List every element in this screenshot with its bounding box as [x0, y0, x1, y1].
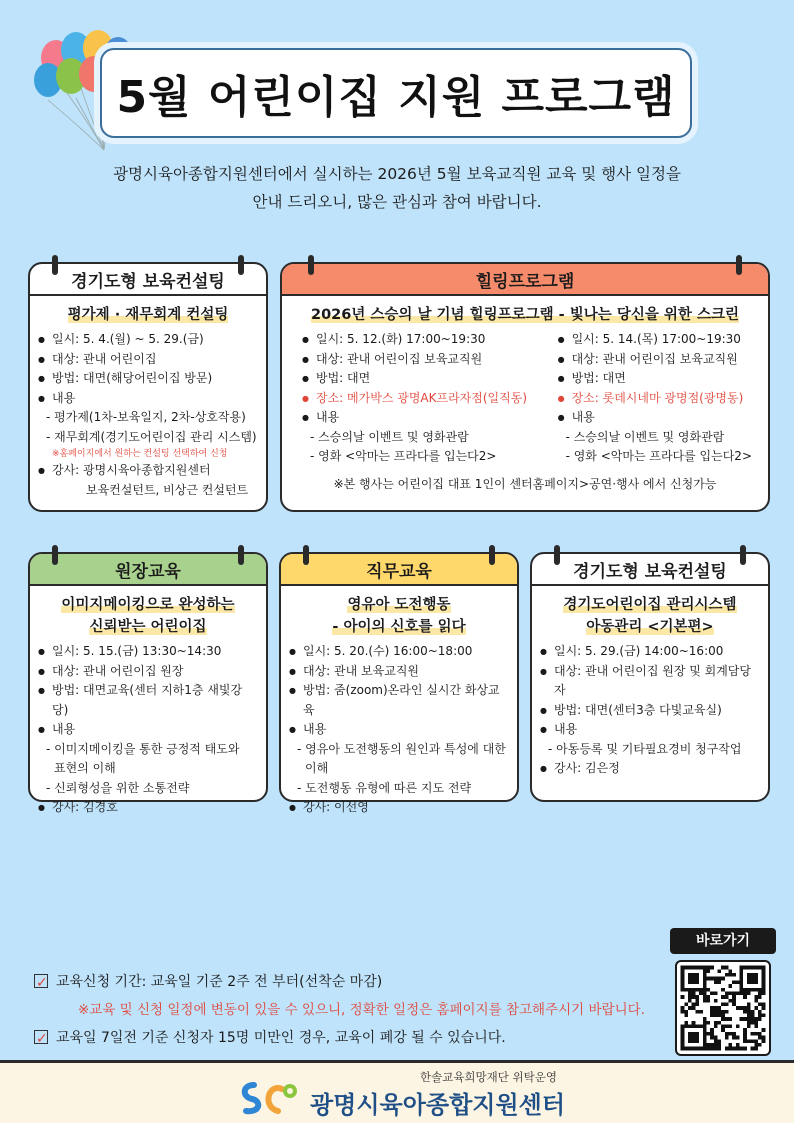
qr-code-icon[interactable] — [675, 960, 771, 1056]
list-item: ● 내용 — [302, 408, 527, 428]
list-item: ● 방법: 줌(zoom)온라인 실시간 화상교육 — [289, 681, 509, 720]
list-item: ● 내용 — [38, 720, 258, 740]
list-item: - 도전행동 유형에 따른 지도 전략 — [297, 780, 472, 795]
list-item: ● 일시: 5. 20.(수) 16:00~18:00 — [289, 642, 509, 662]
card-header-label: 원장교육 — [115, 561, 181, 582]
list-item: - 영화 <악마는 프라다를 입는다2> — [565, 449, 752, 463]
card-job-education — [279, 552, 519, 814]
list-item: 이해 — [305, 761, 329, 775]
card-header-label: 직무교육 — [366, 561, 432, 582]
qr-shortcut-label[interactable]: 바로가기 — [670, 928, 776, 954]
list-item: ● 강사: 광명시육아종합지원센터 — [38, 461, 258, 481]
list-item: ● 일시: 5. 29.(금) 14:00~16:00 — [540, 642, 760, 662]
list-item: ● 방법: 대면 — [558, 369, 752, 389]
intro-line-2: 안내 드리오니, 많은 관심과 참여 바랍니다. — [252, 193, 542, 211]
page-title: 5월 어린이집 지원 프로그램 — [116, 72, 676, 123]
card-subtitle: 영유아 도전행동 - 아이의 신호를 읽다 — [332, 597, 466, 635]
list-item: ● 내용 — [540, 720, 760, 740]
list-item: ● 대상: 관내 어린이집 보육교직원 — [302, 350, 527, 370]
list-item: ● 방법: 대면교육(센터 지하1층 새빛강당) — [38, 681, 258, 720]
card-director-education — [28, 552, 268, 814]
list-item: ● 대상: 관내 어린이집 원장 — [38, 662, 258, 682]
card-subtitle: 평가제 · 재무회계 컨설팅 — [67, 307, 229, 323]
footer-org-name: 광명시육아종합지원센터 — [310, 1091, 566, 1119]
list-item: ● 내용 — [289, 720, 509, 740]
intro-text — [0, 160, 794, 216]
list-item: ● 일시: 5. 4.(월) ~ 5. 29.(금) — [38, 330, 258, 350]
list-item: - 이미지메이킹을 통한 긍정적 태도와 — [46, 741, 240, 756]
center-logo-icon — [238, 1077, 302, 1117]
list-item: ● 대상: 관내 어린이집 보육교직원 — [558, 350, 752, 370]
note-warning: ※교육 및 신청 일정에 변동이 있을 수 있으니, 정확한 일정은 홈페이지를 참고해주시기 바랍니다. — [78, 1002, 645, 1018]
footer-operator: 한솔교육희망재단 위탁운영 — [420, 1070, 557, 1084]
card-item-list-right — [558, 330, 752, 467]
card-gyeonggi-consulting-system — [530, 552, 770, 802]
card-healing-program — [280, 262, 770, 512]
card-header — [532, 554, 768, 586]
list-item: - 아동등록 및 기타필요경비 청구작업 — [548, 741, 742, 756]
list-item: ● 일시: 5. 14.(목) 17:00~19:30 — [558, 330, 752, 350]
list-item: - 스승의날 이벤트 및 영화관람 — [310, 429, 469, 444]
list-item: ● 내용 — [558, 408, 752, 428]
list-item: ● 강사: 이선영 — [289, 798, 509, 818]
list-item: - 스승의날 이벤트 및 영화관람 — [565, 429, 725, 444]
checkbox-icon — [34, 974, 48, 988]
list-item: 보육컨설턴트, 비상근 컨설턴트 — [86, 482, 249, 497]
list-item: - 영유아 도전행동의 원인과 특성에 대한 — [297, 741, 506, 756]
list-item: ● 장소: 메가박스 광명AK프라자점(일직동) — [302, 389, 527, 409]
card-item-list — [38, 642, 258, 818]
card-subtitle: 2026년 스승의 날 기념 힐링프로그램 - 빛나는 당신을 위한 스크린 — [311, 307, 739, 323]
note-cancellation: 교육일 7일전 기준 신청자 15명 미만인 경우, 교육이 폐강 될 수 있습니다. — [56, 1030, 506, 1046]
list-item: ● 방법: 대면 — [302, 369, 527, 389]
qr-section[interactable] — [670, 928, 776, 1060]
list-item: ● 대상: 관내 보육교직원 — [289, 662, 509, 682]
list-item: ● 내용 — [38, 389, 258, 409]
list-item: ● 방법: 대면(센터3층 다빛교육실) — [540, 701, 760, 721]
card-header — [30, 554, 266, 586]
list-item: - 재무회계(경기도어린이집 관리 시스템) — [46, 429, 257, 444]
notes — [34, 968, 645, 1052]
checkbox-icon — [34, 1030, 48, 1044]
list-item: ● 대상: 관내 어린이집 원장 및 회계담당자 — [540, 662, 760, 701]
list-item: ● 방법: 대면(해당어린이집 방문) — [38, 369, 258, 389]
card-item-list — [540, 642, 760, 779]
card-item-list-left — [302, 330, 527, 467]
card-header-label: 경기도형 보육컨설팅 — [71, 271, 225, 292]
card-header — [281, 554, 517, 586]
card-header-label: 힐링프로그램 — [475, 271, 575, 292]
card-header — [30, 264, 266, 296]
list-item: ● 일시: 5. 15.(금) 13:30~14:30 — [38, 642, 258, 662]
list-item: ※홈페이지에서 원하는 컨설팅 선택하여 신청 — [52, 449, 228, 459]
note-apply-period: 교육신청 기간: 교육일 기준 2주 전 부터(선착순 마감) — [56, 974, 383, 990]
card-header — [282, 264, 768, 296]
card-gyeonggi-consulting — [28, 262, 268, 512]
card-subtitle: 이미지메이킹으로 완성하는 신뢰받는 어린이집 — [61, 597, 235, 635]
footer — [0, 1060, 794, 1123]
card-header-label: 경기도형 보육컨설팅 — [573, 561, 727, 582]
list-item: ● 강사: 김경호 — [38, 798, 258, 818]
list-item: ● 대상: 관내 어린이집 — [38, 350, 258, 370]
list-item: - 평가제(1차-보육일지, 2차-상호작용) — [46, 410, 246, 424]
intro-line-1: 광명시육아종합지원센터에서 실시하는 2026년 5월 보육교직원 교육 및 행사 일정을 — [113, 165, 681, 183]
list-item: ● 일시: 5. 12.(화) 17:00~19:30 — [302, 330, 527, 350]
list-item: 표현의 이해 — [54, 761, 116, 775]
title-box — [100, 48, 692, 138]
list-item: ● 장소: 롯데시네마 광명점(광명동) — [558, 389, 752, 409]
card-subtitle: 경기도어린이집 관리시스템 아동관리 <기본편> — [563, 597, 737, 635]
card-note: ※본 행사는 어린이집 대표 1인이 센터홈페이지>공연·행사 에서 신청가능 — [333, 476, 717, 491]
list-item: - 신뢰형성을 위한 소통전략 — [46, 780, 190, 795]
list-item: - 영화 <악마는 프라다를 입는다2> — [310, 449, 497, 463]
card-item-list — [38, 330, 258, 500]
list-item: ● 강사: 김은정 — [540, 759, 760, 779]
card-item-list — [289, 642, 509, 818]
